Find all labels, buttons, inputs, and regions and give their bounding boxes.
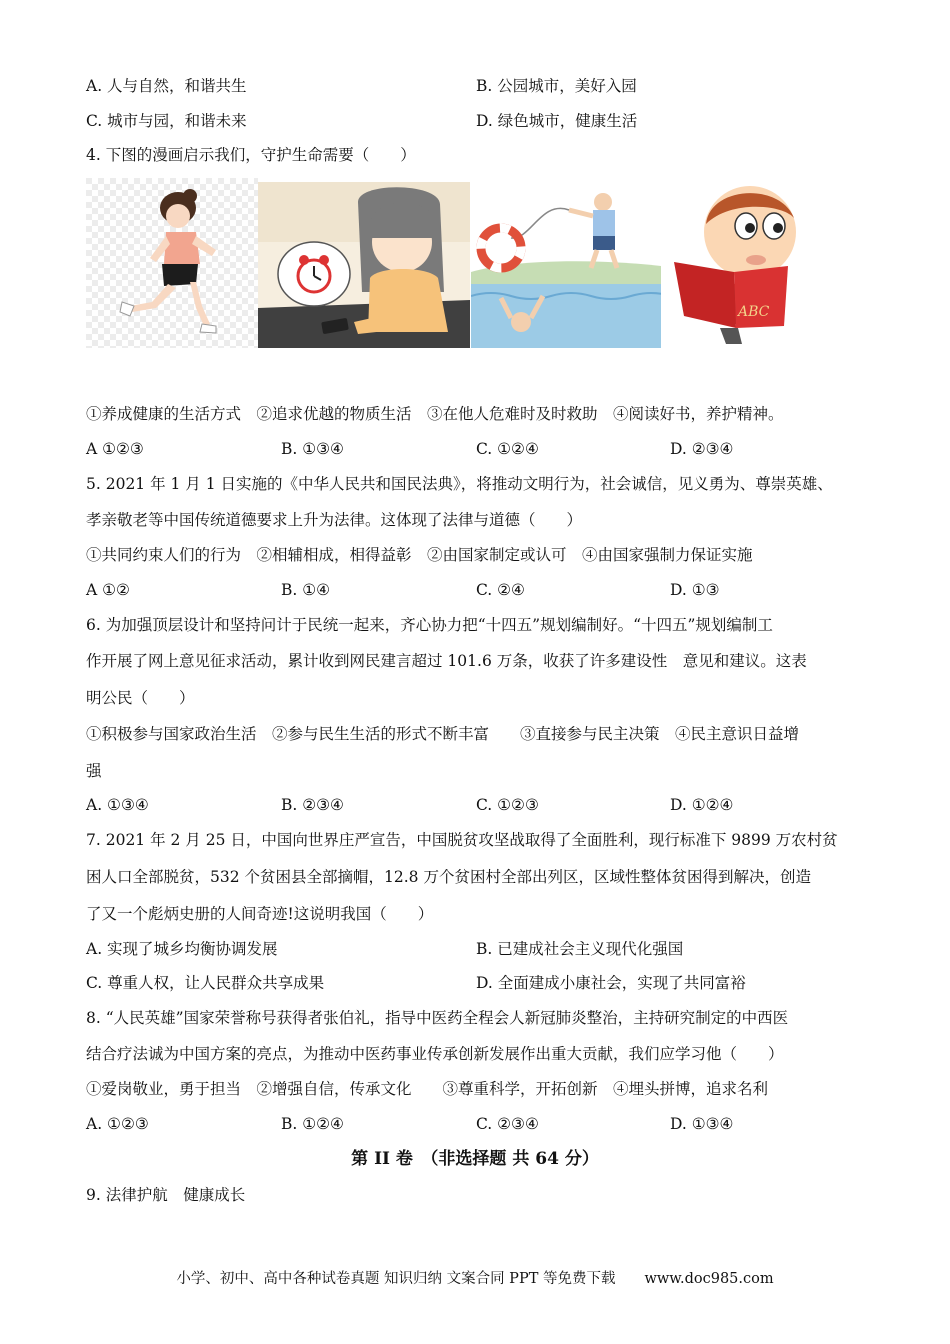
q4-option-a: A ①②③ (86, 440, 144, 458)
q7-option-a: A. 实现了城乡均衡协调发展 (86, 940, 278, 958)
q5-option-c: C. ②④ (476, 581, 525, 599)
q6-statements-1: ①积极参与国家政治生活 ②参与民生生活的形式不断丰富 ③直接参与民主决策 ④民主意识日益增 (86, 725, 800, 743)
q5-line-1: 5. 2021 年 1 月 1 日实施的《中华人民共和国民法典》，将推动文明行为，社会诚信，见义勇为、尊崇英雄、 (86, 475, 833, 493)
q3-option-b: B. 公园城市，美好入园 (476, 77, 637, 95)
q3-option-c: C. 城市与园，和谐未来 (86, 112, 247, 130)
q6-line-3: 明公民（ ） (86, 689, 195, 707)
q4-option-b: B. ①③④ (281, 440, 344, 458)
q6-line-2: 作开展了网上意见征求活动，累计收到网民建言超过 101.6 万条，收获了许多建设性 意见和建议。这表 (86, 652, 807, 670)
q7-line-2: 困人口全部脱贫，532 个贫困县全部摘帽，12.8 万个贫困村全部出列区，区域性整体贫困得到解决，创造 (86, 868, 811, 886)
rescue-lifebuoy-illustration (471, 180, 661, 348)
q4-option-c: C. ①②④ (476, 440, 539, 458)
svg-text:ABC: ABC (738, 304, 770, 320)
running-girl-illustration (86, 178, 258, 348)
q9-stem: 9. 法律护航 健康成长 (86, 1186, 246, 1204)
q8-option-b: B. ①②④ (281, 1115, 344, 1133)
q8-option-a: A. ①②③ (86, 1115, 149, 1133)
q3-option-d: D. 绿色城市，健康生活 (476, 112, 638, 130)
q7-line-3: 了又一个彪炳史册的人间奇迹!这说明我国（ ） (86, 905, 434, 923)
q8-option-c: C. ②③④ (476, 1115, 539, 1133)
q6-line-1: 6. 为加强顶层设计和坚持问计于民统一起来，齐心协力把“十四五”规划编制好。“十四五”规划编制工 (86, 616, 773, 634)
q5-option-d: D. ①③ (670, 581, 720, 599)
page-footer: 小学、初中、高中各种试卷真题 知识归纳 文案合同 PPT 等免费下载 www.doc985.com (176, 1271, 774, 1287)
q3-option-a: A. 人与自然，和谐共生 (86, 77, 247, 95)
q5-option-a: A ①② (86, 581, 130, 599)
q8-line-2: 结合疗法诚为中国方案的亮点，为推动中医药事业传承创新发展作出重大贡献，我们应学习他（ ） (86, 1045, 784, 1063)
q7-option-c: C. 尊重人权，让人民群众共享成果 (86, 974, 325, 992)
q4-stem: 4. 下图的漫画启示我们，守护生命需要（ ） (86, 146, 416, 164)
q6-option-c: C. ①②③ (476, 796, 539, 814)
q5-statements: ①共同约束人们的行为 ②相辅相成，相得益彰 ②由国家制定或认可 ④由国家强制力保证实施 (86, 546, 753, 564)
q7-option-b: B. 已建成社会主义现代化强国 (476, 940, 684, 958)
q6-option-d: D. ①②④ (670, 796, 734, 814)
girl-alarm-clock-illustration (258, 182, 470, 348)
q4-option-d: D. ②③④ (670, 440, 734, 458)
q6-statements-2: 强 (86, 762, 102, 780)
q7-option-d: D. 全面建成小康社会，实现了共同富裕 (476, 974, 746, 992)
q8-line-1: 8. “人民英雄”国家荣誉称号获得者张伯礼，指导中医药全程会人新冠肺炎整治，主持研究制定的中西医 (86, 1009, 789, 1027)
q8-statements: ①爱岗敬业，勇于担当 ②增强自信，传承文化 ③尊重科学，开拓创新 ④埋头拼博，追求名利 (86, 1080, 769, 1098)
q7-line-1: 7. 2021 年 2 月 25 日，中国向世界庄严宣告，中国脱贫攻坚战取得了全面胜利，现行标准下 9899 万农村贫 (86, 831, 838, 849)
q8-option-d: D. ①③④ (670, 1115, 734, 1133)
boy-reading-book-illustration (670, 180, 800, 348)
q5-line-2: 孝亲敬老等中国传统道德要求上升为法律。这体现了法律与道德（ ） (86, 511, 583, 529)
q4-statements: ①养成健康的生活方式 ②追求优越的物质生活 ③在他人危难时及时救助 ④阅读好书，养护精神。 (86, 405, 784, 423)
section-title: 第 II 卷 （非选择题 共 64 分） (351, 1149, 599, 1169)
q5-option-b: B. ①④ (281, 581, 331, 599)
q6-option-b: B. ②③④ (281, 796, 344, 814)
q6-option-a: A. ①③④ (86, 796, 149, 814)
